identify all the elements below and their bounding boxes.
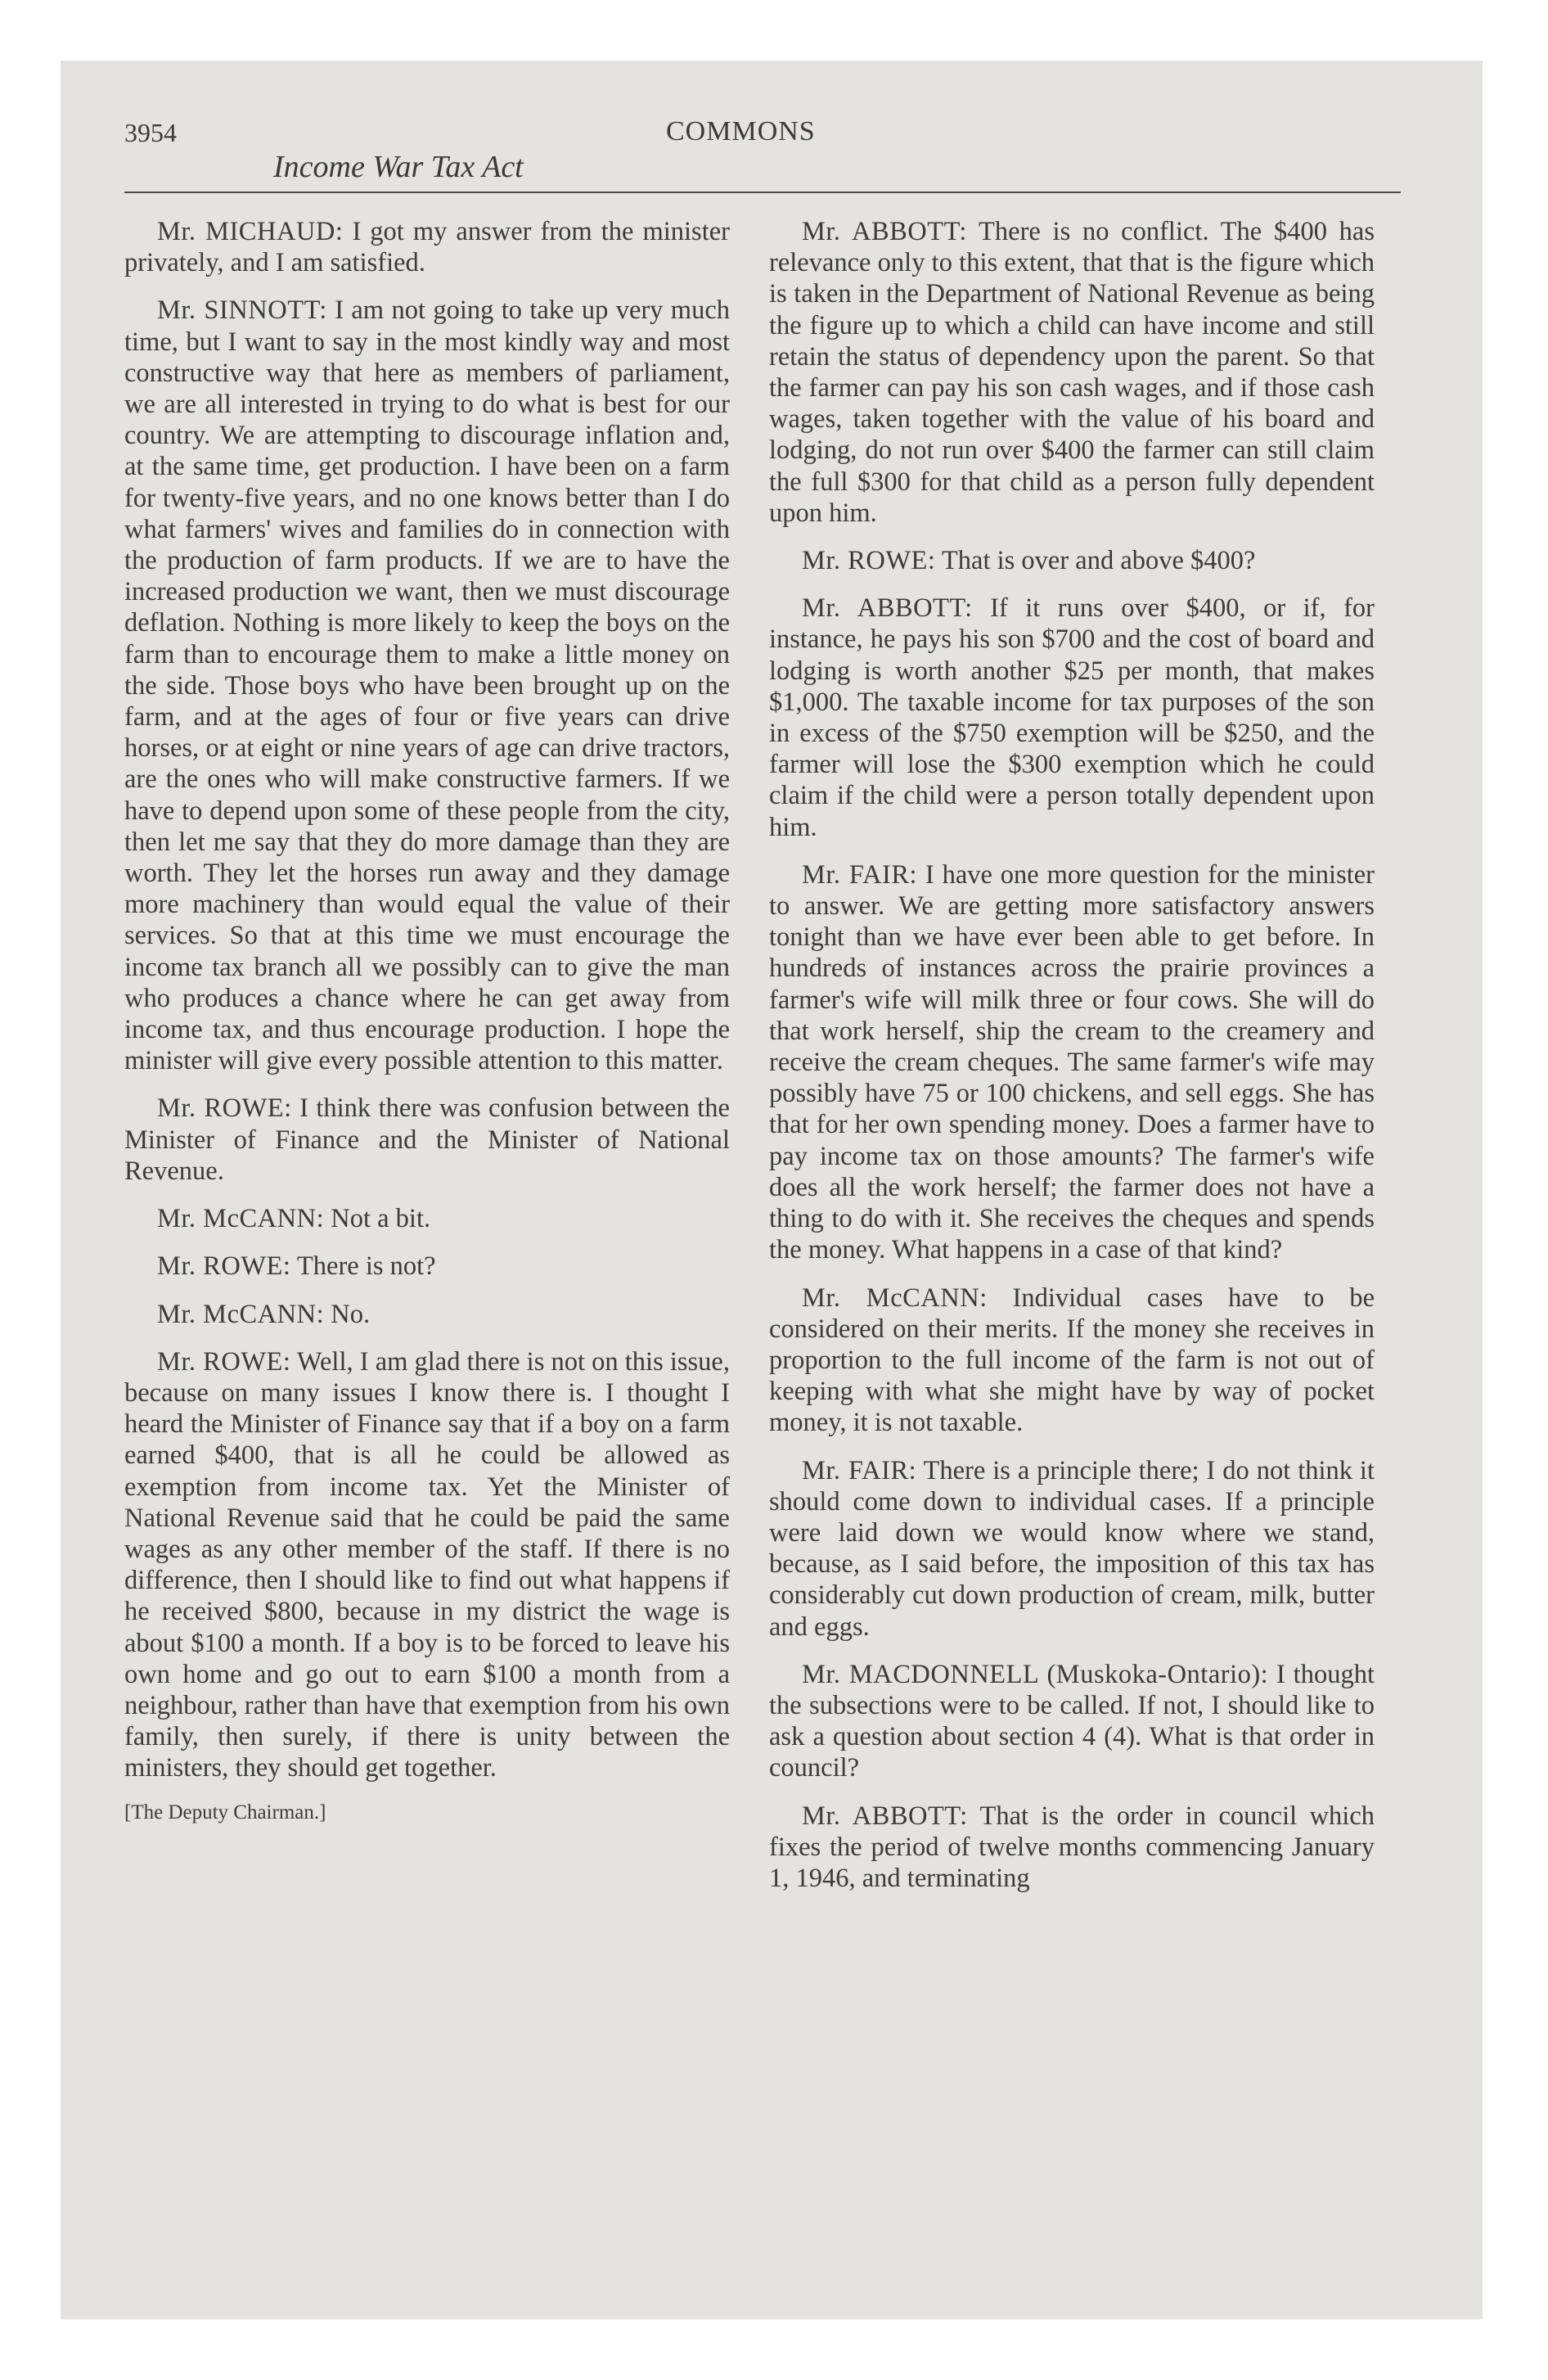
speech-paragraph	[769, 1801, 1375, 1895]
speaker-name: Mr. MICHAUD:	[157, 217, 344, 246]
speech-paragraph	[769, 1282, 1375, 1439]
speech-paragraph	[124, 1346, 730, 1784]
header-rule	[124, 192, 1401, 193]
speaker-name: Mr. ABBOTT:	[802, 1801, 968, 1831]
speech-paragraph	[124, 1093, 730, 1187]
speaker-name: Mr. McCANN:	[157, 1204, 325, 1234]
speaker-name: Mr. FAIR:	[802, 1455, 917, 1485]
speech-text: Not a bit.	[324, 1204, 431, 1234]
speaker-name: Mr. McCANN:	[157, 1299, 325, 1329]
speech-paragraph	[769, 545, 1375, 576]
speech-text: Well, I am glad there is not on this issue, because on many issues I know there is. I thought I heard the Minister of Finance say that if a boy on a farm earned $400, that is all he could be allowed as exemption from income tax. Yet the Minister of National Revenue said that he could be paid the same wages as any other member of the staff. If there is no difference, then I should like to find out what happens if he received $800, because in my district the wage is about $100 a month. If a boy is to be forced to leave his own home and go out to earn $100 a month from a neighbour, rather than have that exemption from his own family, then surely, if there is unity between the ministers, they should get together.	[124, 1346, 730, 1783]
speech-text: I thought the subsections were to be called. If not, I should like to ask a question about section 4 (4). What is that order in council?	[769, 1659, 1375, 1783]
speaker-name: Mr. ABBOTT:	[802, 217, 967, 246]
speaker-name: Mr. MACDONNELL (Muskoka-Ontario):	[802, 1659, 1269, 1689]
speech-text: I am not going to take up very much time, but I want to say in the most kindly way and most constructive way that here as members of parliament, we are all interested in trying to do what is best for our country. We are attempting to discourage inflation and, at the same time, get production. I have been on a farm for twenty-five years, and no one knows better than I do what farmers' wives and families do in connection with the production of farm products. If we are to have the increased production we want, then we must discourage deflation. Nothing is more likely to keep the boys on the farm than to encourage them to make a little money on the side. Those boys who have been brought up on the farm, and at the ages of four or five years can drive horses, or at eight or nine years of age can drive tractors, are the ones who will make constructive farmers. If we have to depend upon some of these people from the city, then let me say that they do more damage than they are worth. They let the horses run away and they damage more machinery than would equal the value of their services. So that at this time we must encourage the income tax branch all we possibly can to give the man who produces a chance where he can get away from income tax, and thus encourage production. I hope the minister will give every possible attention to this matter.	[124, 295, 730, 1076]
speaker-name: Mr. SINNOTT:	[157, 295, 327, 326]
speech-paragraph	[769, 593, 1375, 843]
speaker-name: Mr. ROWE:	[157, 1251, 291, 1282]
speaker-name: Mr. ROWE:	[157, 1346, 291, 1377]
speech-text: Individual cases have to be considered on their merits. If the money she receives in proportion to the full income of the farm is not out of keeping with what she might have by way of pocket money, it is not taxable.	[769, 1282, 1375, 1438]
speech-paragraph	[769, 216, 1375, 529]
scanned-page	[61, 61, 1483, 2319]
speech-paragraph	[769, 1659, 1375, 1784]
speech-paragraph	[769, 859, 1375, 1266]
speech-text: No.	[324, 1299, 371, 1329]
speaker-name: Mr. McCANN:	[802, 1282, 988, 1313]
running-title: Income War Tax Act	[273, 150, 524, 184]
speaker-name: Mr. ROWE:	[157, 1093, 292, 1124]
speech-text: I think there was confusion between the Minister of Finance and the Minister of National Revenue.	[124, 1093, 730, 1186]
speech-text: There is no conflict. The $400 has relevance only to this extent, that that is the figure which is taken in the Department of National Revenue as being the figure up to which a child can have income and still retain the status of dependency upon the parent. So that the farmer can pay his son cash wages, and if those cash wages, taken together with the value of his board and lodging, do not run over $400 the farmer can still claim the full $300 for that child as a person fully dependent upon him.	[769, 217, 1375, 528]
speech-text: That is over and above $400?	[935, 546, 1256, 576]
speech-paragraph	[124, 1203, 730, 1234]
left-column	[124, 216, 730, 1841]
speech-paragraph	[124, 216, 730, 278]
speech-text: If it runs over $400, or if, for instance, he pays his son $700 and the cost of board and lodging is worth another $25 per month, that makes $1,000. The taxable income for tax purposes of the son in excess of the $750 exemption will be $250, and the farmer will lose the $300 exemption which he could claim if the child were a person totally dependent upon him.	[769, 593, 1375, 842]
page-number: 3954	[124, 118, 177, 147]
house-name: COMMONS	[666, 116, 816, 146]
speaker-name: Mr. FAIR:	[802, 859, 918, 890]
speech-paragraph	[124, 1251, 730, 1282]
speech-paragraph	[124, 1299, 730, 1330]
speech-paragraph	[124, 295, 730, 1076]
footer-note: [The Deputy Chairman.]	[124, 1801, 326, 1823]
speech-text: I got my answer from the minister privately, and I am satisfied.	[124, 217, 730, 278]
right-column	[769, 216, 1375, 1910]
speaker-name: Mr. ABBOTT:	[802, 593, 973, 624]
speech-text: There is a principle there; I do not think it should come down to individual cases. If a principle were laid down we would know where we stand, because, as I said before, the imposition of this tax has considerably cut down production of cream, milk, butter and eggs.	[769, 1455, 1375, 1642]
speech-text: There is not?	[290, 1251, 436, 1282]
speaker-name: Mr. ROWE:	[802, 546, 936, 576]
speech-text: I have one more question for the minister to answer. We are getting more satisfactory answers tonight than we have ever been able to get before. In hundreds of instances across the prairie provinces a farmer's wife will milk three or four cows. She will do that work herself, ship the cream to the creamery and receive the cream cheques. The same farmer's wife may possibly have 75 or 100 chickens, and sell eggs. She has that for her own spending money. Does a farmer have to pay income tax on those amounts? The farmer's wife does all the work herself; the farmer does not have a thing to do with it. She receives the cheques and spends the money. What happens in a case of that kind?	[769, 859, 1375, 1265]
speech-paragraph	[769, 1455, 1375, 1643]
speech-text: That is the order in council which fixes the period of twelve months commencing January 1, 1946, and terminating	[769, 1801, 1375, 1893]
